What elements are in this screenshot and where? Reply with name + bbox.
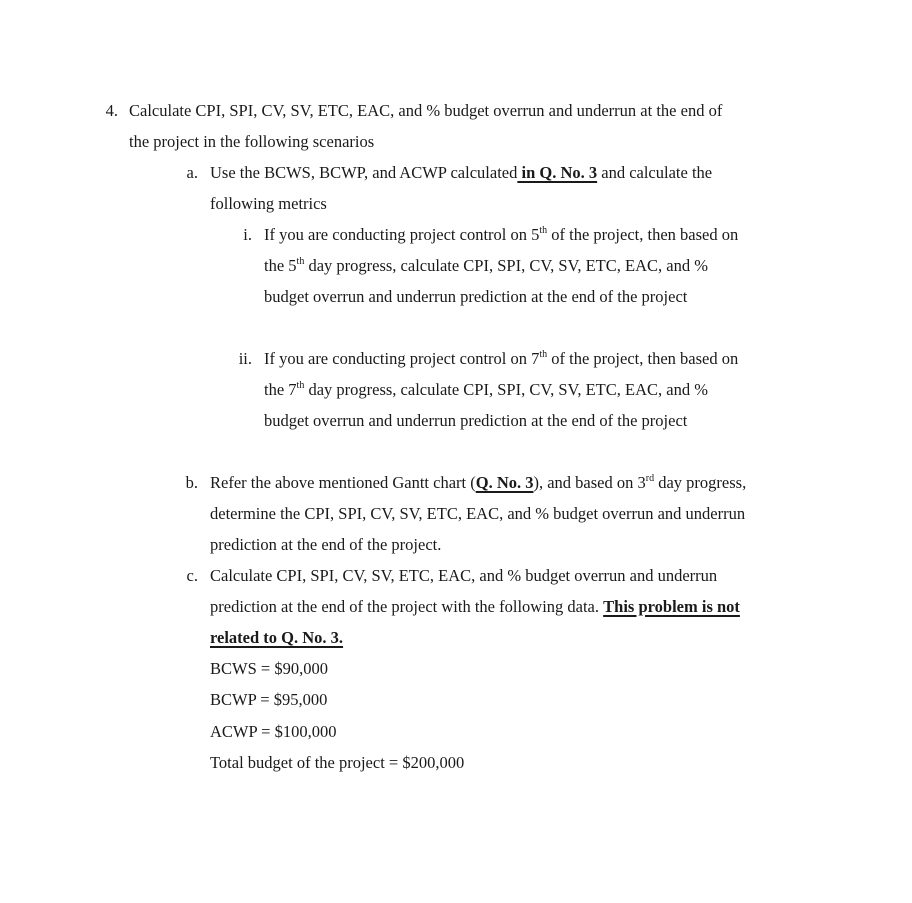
part-a-line-1 — [210, 163, 712, 183]
part-a-text-post: and calculate the — [597, 163, 713, 182]
sub-ii-line-1 — [264, 349, 738, 369]
bcwp-value: BCWP = $95,000 — [210, 690, 328, 709]
sub-ii-l2-pre: the 7 — [264, 380, 297, 399]
total-budget-value: Total budget of the project = $200,000 — [210, 753, 465, 772]
part-b-l1-post: day progress, — [654, 473, 747, 492]
bcws-value: BCWS = $90,000 — [210, 659, 328, 678]
part-c-note-continued: related to Q. No. 3. — [210, 628, 344, 647]
part-c-marker: c. — [186, 566, 198, 585]
sub-i-l1-pre: If you are conducting project control on 5 — [264, 225, 540, 244]
sub-i-l1-post: of the project, then based on — [547, 225, 739, 244]
sub-ii-line-2 — [264, 380, 708, 400]
sub-ii-l1-post: of the project, then based on — [547, 349, 739, 368]
part-b-line-3: prediction at the end of the project. — [210, 535, 442, 554]
part-b-l1-pre: Refer the above mentioned Gantt chart ( — [210, 473, 476, 492]
part-c-line-1: Calculate CPI, SPI, CV, SV, ETC, EAC, and % budget overrun and underrun — [210, 566, 718, 585]
part-b-line-2: determine the CPI, SPI, CV, SV, ETC, EAC, and % budget overrun and underrun — [210, 504, 746, 523]
sub-i-l2-pre: the 5 — [264, 256, 297, 275]
part-a-marker: a. — [186, 163, 198, 182]
part-a-reference: in Q. No. 3 — [517, 163, 598, 182]
question-text-line-1: Calculate CPI, SPI, CV, SV, ETC, EAC, and % budget overrun and underrun at the end of — [129, 101, 723, 120]
sub-i-line-2 — [264, 256, 708, 276]
part-b-line-1 — [210, 473, 746, 493]
sub-i-l2-sup: th — [296, 255, 305, 267]
sub-ii-marker: ii. — [238, 349, 252, 368]
part-c-line-2 — [210, 597, 740, 617]
sub-i-l2-post: day progress, calculate CPI, SPI, CV, SV, ETC, EAC, and % — [304, 256, 708, 275]
part-b-l1-mid: ), and based on 3 — [533, 473, 646, 492]
sub-ii-l1-sup: th — [539, 348, 548, 360]
sub-ii-l1-pre: If you are conducting project control on 7 — [264, 349, 540, 368]
sub-ii-l2-post: day progress, calculate CPI, SPI, CV, SV, ETC, EAC, and % — [304, 380, 708, 399]
sub-i-line-3: budget overrun and underrun prediction at the end of the project — [264, 287, 688, 306]
part-a-line-2: following metrics — [210, 194, 327, 213]
sub-i-line-1 — [264, 225, 738, 245]
sub-i-marker: i. — [243, 225, 252, 244]
part-c-note: This problem is not — [603, 597, 740, 616]
part-c-line-3 — [210, 628, 343, 648]
sub-ii-line-3: budget overrun and underrun prediction at the end of the project — [264, 411, 688, 430]
part-a-text-pre: Use the BCWS, BCWP, and ACWP calculated — [210, 163, 518, 182]
sub-i-l1-sup: th — [539, 224, 548, 236]
part-b-l1-sup: rd — [645, 472, 655, 484]
part-b-marker: b. — [185, 473, 198, 492]
question-number: 4. — [105, 101, 118, 120]
part-b-reference: Q. No. 3 — [475, 473, 534, 492]
part-c-l2-pre: prediction at the end of the project with the following data. — [210, 597, 604, 616]
acwp-value: ACWP = $100,000 — [210, 722, 337, 741]
sub-ii-l2-sup: th — [296, 379, 305, 391]
question-text-line-2: the project in the following scenarios — [129, 132, 375, 151]
